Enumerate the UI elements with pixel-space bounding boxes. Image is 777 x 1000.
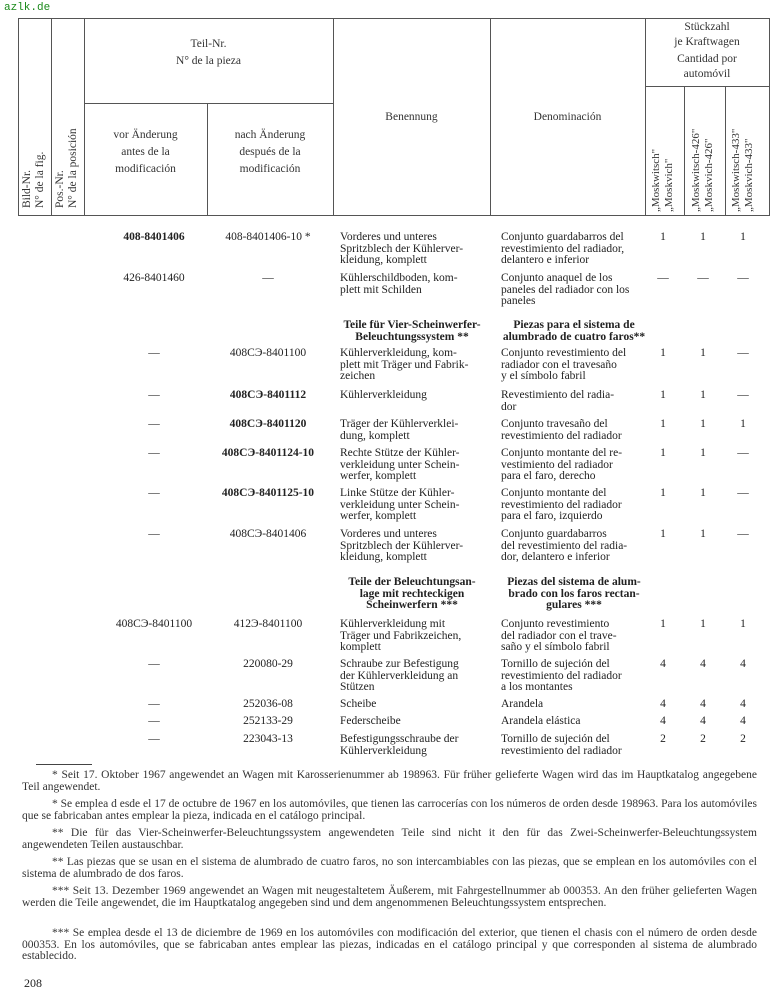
quantity-moskvich: 1 [660, 528, 666, 540]
footnote: * Se emplea d esde el 17 de octubre de 1967 en los automóviles, que tienen las carrocerías con los números de orden desde 198963. Para los automóviles que se fabricaban antes emplear la pieza, indicada en el catálogo principal. [22, 798, 757, 822]
quantity-moskvich: 1 [660, 347, 666, 359]
quantity-moskvich: 4 [660, 698, 666, 710]
quantity-moskvich: 4 [660, 715, 666, 727]
no-fig-label: N° de la fig. [34, 151, 46, 208]
designation-es: Arandela elástica [501, 715, 581, 727]
designation-es: Conjunto guardabarros del revestimiento del radia- dor, delantero e inferior [501, 528, 628, 563]
quantity-moskvich-426: 1 [700, 618, 706, 630]
moskwitsch-433-label: „Moskwitsch-433" [730, 128, 742, 212]
moskwitsch-label: „Moskwitsch" [650, 148, 662, 212]
quantity-moskvich-433: 2 [740, 733, 746, 745]
quantity-moskvich-433: 1 [740, 418, 746, 430]
part-number-after: 408CЭ-8401125-10 [221, 487, 315, 499]
nach-aenderung-line1: nach Änderung [234, 129, 306, 141]
designation-es: Arandela [501, 698, 544, 710]
quantity-moskvich-433: — [737, 528, 749, 540]
quantity-moskvich-426: 1 [700, 418, 706, 430]
designation-de: Befestigungsschraube der Kühlerverkleidung [340, 733, 459, 757]
designation-de: Kühlerverkleidung [340, 389, 427, 401]
quantity-moskvich-426: 1 [700, 447, 706, 459]
designation-es: Conjunto montante del re- vestimiento del radiador para el faro, derecho [501, 447, 623, 482]
section-title-es: Piezas para el sistema de alumbrado de cuatro faros** [502, 319, 646, 343]
quantity-moskvich: 1 [660, 618, 666, 630]
part-number-after: 223043-13 [243, 733, 293, 745]
quantity-moskvich: 1 [660, 389, 666, 401]
moskvich-433-label: „Moskvich-433" [743, 138, 755, 212]
quantity-moskvich-433: 4 [740, 698, 746, 710]
vor-aenderung-line1: vor Änderung [113, 129, 178, 141]
pos-nr-label: Pos.-Nr. [54, 170, 66, 208]
designation-es: Conjunto guardabarros del revestimiento del radiador, delantero e inferior [501, 231, 625, 266]
designation-de: Kühlerschildboden, kom- plett mit Schilden [340, 272, 458, 296]
footnote: ** Las piezas que se usan en el sistema de alumbrado de cuatro faros, no son intercambiables con las piezas, que se emplean en los automóviles con el sistema de alumbrado de dos faros. [22, 856, 757, 880]
quantity-moskvich-426: 1 [700, 487, 706, 499]
stueckzahl-label: Stückzahl [684, 21, 730, 33]
designation-de: Linke Stütze der Kühler- verkleidung unter Schein- werfer, komplett [340, 487, 460, 522]
section-title-de: Teile der Beleuchtungsan- lage mit rechteckigen Scheinwerfern *** [348, 576, 476, 611]
part-number-before: — [148, 447, 160, 459]
footnote: ** Die für das Vier-Scheinwerfer-Beleuchtungssystem angewendeten Teile sind nicht it den für das Zwei-Scheinwerfer-Beleuchtungssystem angewendeten Teilen austauschbar. [22, 827, 757, 851]
designation-es: Conjunto revestimiento del radiador con el trave- saño y el símbolo fabril [501, 618, 617, 653]
quantity-moskvich: 1 [660, 487, 666, 499]
watermark: azlk.de [4, 2, 51, 14]
footnote: *** Se emplea desde el 13 de diciembre de 1969 en los automóviles con modificación del exterior, que tienen el chasis con el número de orden desde 000353. En los automóviles, que se fabricaban antes emplear las piezas, indicadas en el catálogo principal y que corresponden al sistema de alumbrado establecido. [22, 927, 757, 962]
quantity-moskvich-433: — [737, 447, 749, 459]
quantity-moskvich-426: 4 [700, 658, 706, 670]
part-number-before: 426-8401460 [123, 272, 185, 284]
part-number-before: — [148, 715, 160, 727]
section-title-es: Piezas del sistema de alum- brado con los faros rectan- gulares *** [507, 576, 641, 611]
vor-aenderung-line2: antes de la [121, 146, 170, 158]
designation-es: Tornillo de sujeción del revestimiento del radiador a los montantes [501, 658, 622, 693]
quantity-moskvich-433: 4 [740, 658, 746, 670]
part-number-after: 408-8401406-10 * [225, 231, 311, 243]
teil-nr-label: Teil-Nr. [190, 38, 227, 50]
section-title-de: Teile für Vier-Scheinwerfer- Beleuchtungssystem ** [343, 319, 481, 343]
part-number-after: 408CЭ-8401120 [229, 418, 307, 430]
part-number-after: 412Э-8401100 [233, 618, 303, 630]
designation-de: Kühlerverkleidung mit Träger und Fabrikzeichen, komplett [340, 618, 462, 653]
designation-es: Revestimiento del radia- dor [501, 389, 615, 413]
benennung-label: Benennung [385, 111, 438, 123]
part-number-after: 408CЭ-8401124-10 [221, 447, 315, 459]
je-kraftwagen-label: je Kraftwagen [674, 36, 740, 48]
part-number-before: — [148, 487, 160, 499]
quantity-moskvich-426: 1 [700, 389, 706, 401]
nach-aenderung-line3: modificación [239, 163, 301, 175]
quantity-moskvich-433: — [737, 487, 749, 499]
part-number-before: 408-8401406 [123, 231, 185, 243]
part-number-after: 408CЭ-8401406 [229, 528, 307, 540]
quantity-moskvich-426: — [697, 272, 709, 284]
table-header [18, 18, 770, 216]
part-number-before: — [148, 698, 160, 710]
quantity-moskvich-426: 2 [700, 733, 706, 745]
quantity-moskvich: — [657, 272, 669, 284]
footnote: *** Seit 13. Dezember 1969 angewendet an Wagen mit neugestaltetem Äußerem, mit Fahrgestellnummer ab 000353. An den früher gelieferten Wagen werden die Teile angewendet, die im Hauptkatalog angegeben sind und dem angenommenen Beleuchtungssystem entsprechen. [22, 885, 757, 909]
part-number-before: — [148, 733, 160, 745]
automovil-label: automóvil [683, 68, 731, 80]
quantity-moskvich: 1 [660, 447, 666, 459]
nach-aenderung-line2: después de la [239, 146, 301, 158]
designation-de: Scheibe [340, 698, 377, 710]
page-number: 208 [24, 976, 42, 990]
designation-es: Tornillo de sujeción del revestimiento del radiador [501, 733, 622, 757]
quantity-moskvich-426: 4 [700, 715, 706, 727]
quantity-moskvich: 1 [660, 231, 666, 243]
quantity-moskvich-426: 1 [700, 347, 706, 359]
part-number-after: 252133-29 [243, 715, 293, 727]
quantity-moskvich-433: — [737, 389, 749, 401]
part-number-after: 408CЭ-8401100 [229, 347, 307, 359]
part-number-before: — [148, 418, 160, 430]
moskvich-426-label: „Moskvich-426" [703, 138, 715, 212]
cantidad-label: Cantidad por [677, 53, 737, 65]
denominacion-label: Denominación [533, 111, 602, 123]
quantity-moskvich: 4 [660, 658, 666, 670]
footnote: * Seit 17. Oktober 1967 angewendet an Wagen mit Karosserienummer ab 198963. Für früher gelieferte Wagen wird das im Hauptkatalog angegebene Teil angewendet. [22, 769, 757, 793]
part-number-before: — [148, 389, 160, 401]
part-number-after: 220080-29 [243, 658, 293, 670]
designation-de: Schraube zur Befestigung der Kühlerverkleidung an Stützen [340, 658, 459, 693]
quantity-moskvich-426: 1 [700, 231, 706, 243]
quantity-moskvich-426: 1 [700, 528, 706, 540]
part-number-before: — [148, 347, 160, 359]
no-posicion-label: N° de la posición [67, 128, 79, 208]
moskwitsch-426-label: „Moskwitsch-426" [690, 128, 702, 212]
designation-de: Vorderes und unteres Spritzblech der Kühlerver- kleidung, komplett [340, 528, 464, 563]
designation-de: Kühlerverkleidung, kom- plett mit Träger und Fabrik- zeichen [340, 347, 469, 382]
designation-de: Träger der Kühlerverklei- dung, komplett [340, 418, 459, 442]
bild-nr-label: Bild-Nr. [21, 169, 33, 208]
quantity-moskvich-433: 1 [740, 618, 746, 630]
part-number-after: 408CЭ-8401112 [229, 389, 307, 401]
quantity-moskvich-433: 1 [740, 231, 746, 243]
vor-aenderung-line3: modificación [115, 163, 176, 175]
designation-de: Federscheibe [340, 715, 401, 727]
footnote-rule [36, 764, 92, 765]
designation-es: Conjunto travesaño del revestimiento del radiador [501, 418, 622, 442]
quantity-moskvich-433: — [737, 347, 749, 359]
part-number-after: — [262, 272, 274, 284]
quantity-moskvich-426: 4 [700, 698, 706, 710]
quantity-moskvich: 1 [660, 418, 666, 430]
designation-es: Conjunto revestimiento del radiador con el travesaño y el símbolo fabril [501, 347, 627, 382]
designation-es: Conjunto montante del revestimiento del radiador para el faro, izquierdo [501, 487, 622, 522]
quantity-moskvich: 2 [660, 733, 666, 745]
quantity-moskvich-433: 4 [740, 715, 746, 727]
designation-de: Rechte Stütze der Kühler- verkleidung unter Schein- werfer, komplett [340, 447, 460, 482]
designation-de: Vorderes und unteres Spritzblech der Kühlerver- kleidung, komplett [340, 231, 464, 266]
quantity-moskvich-433: — [737, 272, 749, 284]
part-number-before: — [148, 658, 160, 670]
designation-es: Conjunto anaquel de los paneles del radiador con los paneles [501, 272, 630, 307]
no-pieza-label: N° de la pieza [176, 55, 241, 67]
moskvich-label: „Moskvich" [663, 158, 675, 212]
part-number-before: 408CЭ-8401100 [115, 618, 193, 630]
part-number-after: 252036-08 [243, 698, 293, 710]
part-number-before: — [148, 528, 160, 540]
